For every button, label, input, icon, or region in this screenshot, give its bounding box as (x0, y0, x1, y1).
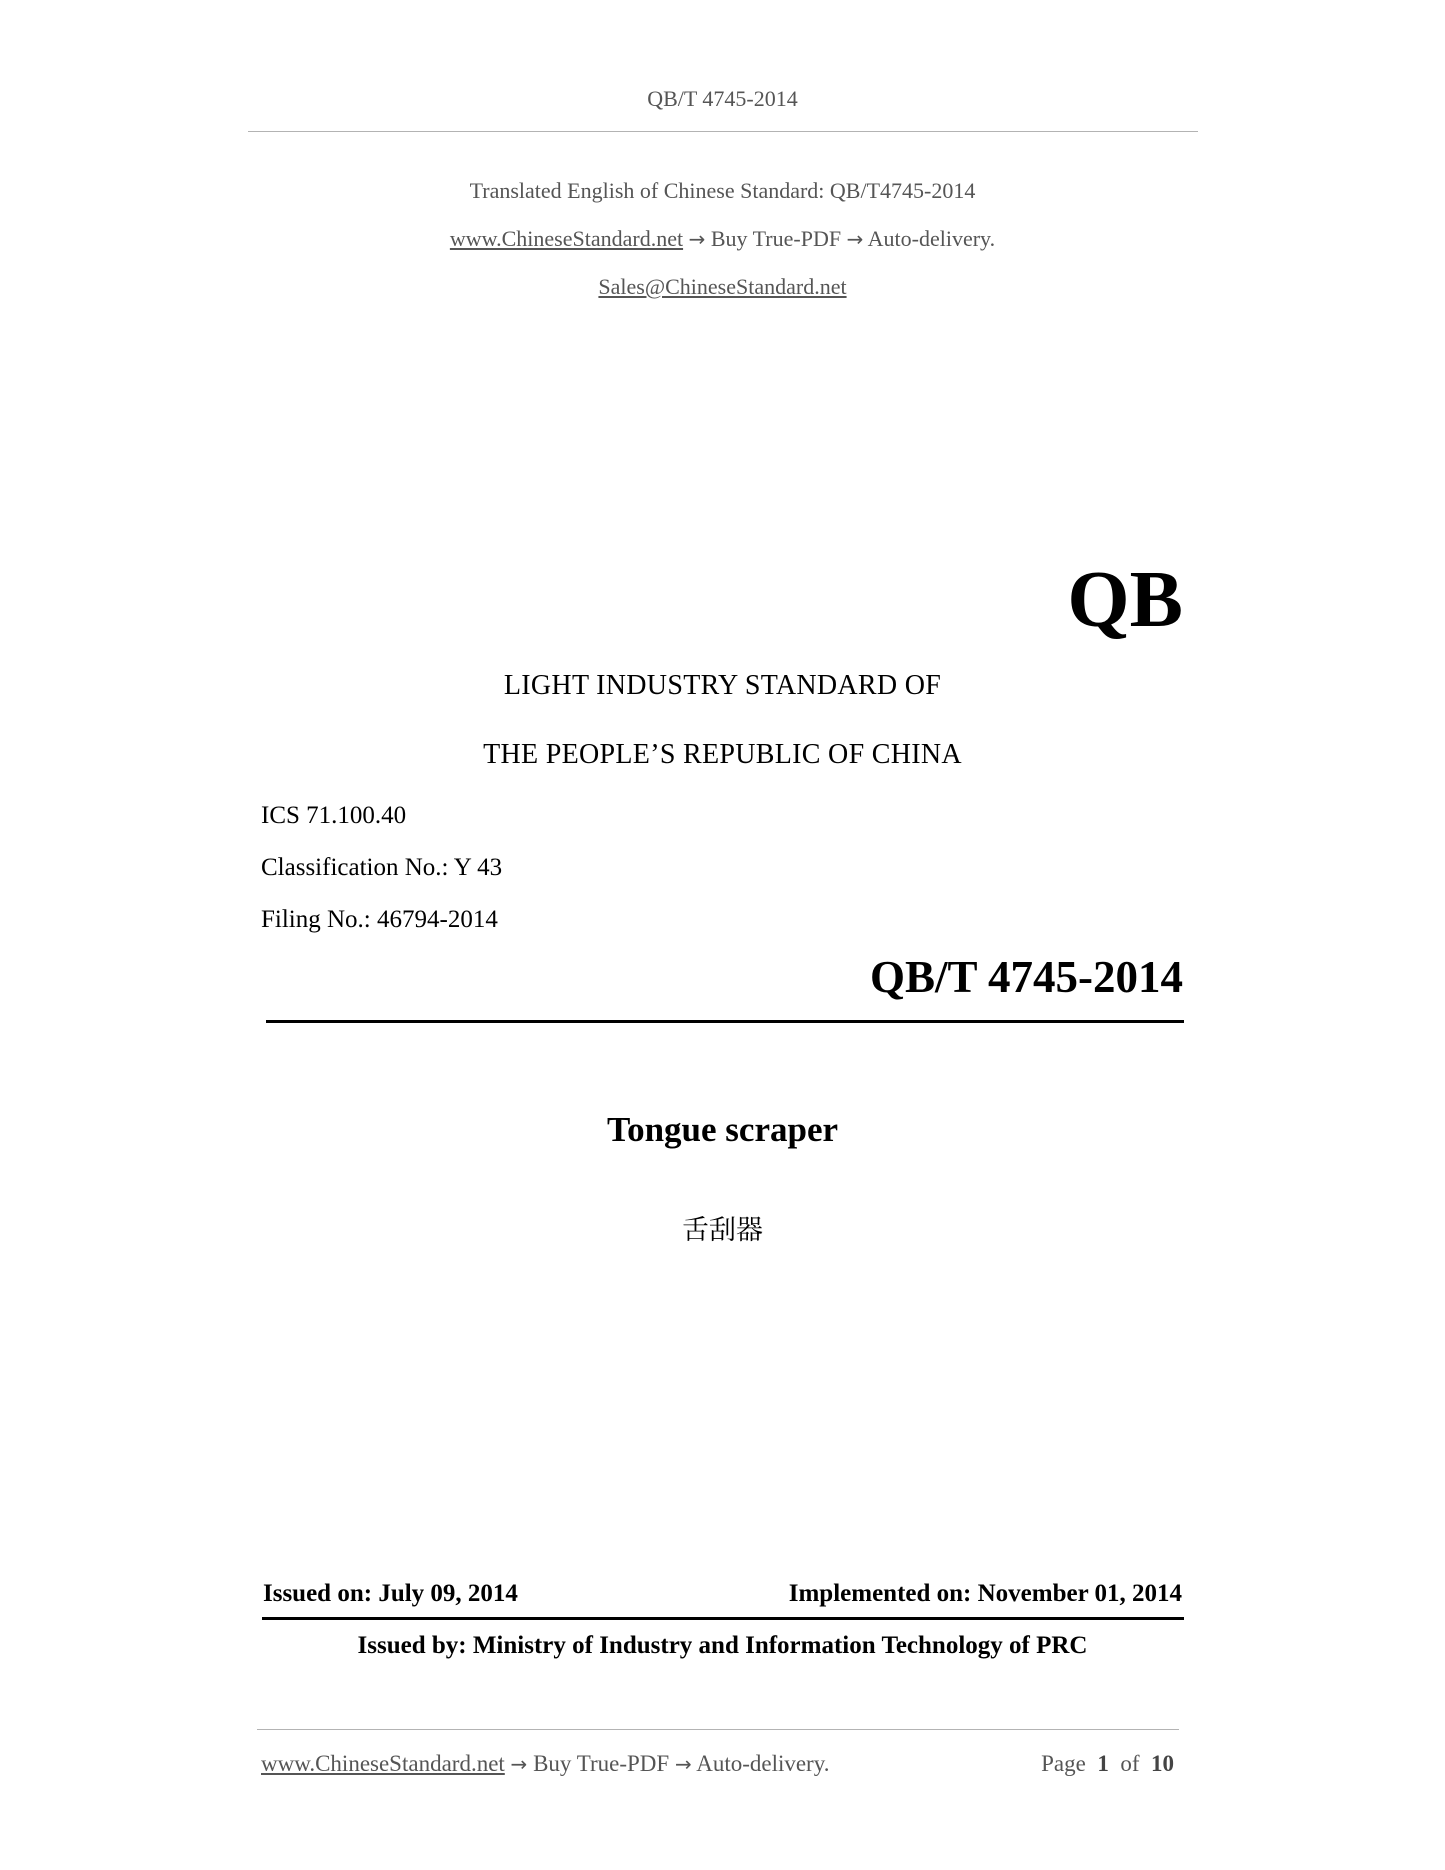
arrow-right-icon: → (510, 1752, 528, 1776)
footer-purchase-line (261, 1751, 829, 1777)
standard-mark: QB (1067, 556, 1183, 644)
arrow-right-icon: → (674, 1752, 692, 1776)
auto-delivery-text: Auto-delivery. (867, 226, 996, 251)
implemented-on-date: Implemented on: November 01, 2014 (788, 1580, 1182, 1607)
classification-number: Classification No.: Y 43 (261, 854, 503, 881)
issued-on-date: Issued on: July 09, 2014 (263, 1580, 518, 1607)
footer-auto-delivery-text: Auto-delivery. (696, 1751, 830, 1776)
translation-notice: Translated English of Chinese Standard: QB/T4745-2014 (469, 178, 976, 203)
email-line (0, 274, 1445, 300)
header-divider (248, 131, 1198, 132)
purchase-line (0, 226, 1445, 252)
standard-number: QB/T 4745-2014 (870, 952, 1183, 1002)
standard-category-line-1: LIGHT INDUSTRY STANDARD OF (503, 670, 942, 701)
filing-number: Filing No.: 46794-2014 (261, 906, 498, 933)
website-link[interactable]: www.ChineseStandard.net (449, 226, 684, 251)
footer-buy-text: Buy True-PDF (533, 1751, 670, 1776)
page-total: 10 (1151, 1751, 1174, 1776)
page-indicator (1041, 1751, 1174, 1777)
issuing-authority: Issued by: Ministry of Industry and Information Technology of PRC (357, 1632, 1088, 1659)
footer-website-link[interactable]: www.ChineseStandard.net (261, 1751, 505, 1776)
page-of-label: of (1120, 1751, 1140, 1776)
page-current: 1 (1097, 1751, 1109, 1776)
page-label: Page (1041, 1751, 1086, 1776)
arrow-right-icon: → (688, 227, 706, 251)
sales-email-link[interactable]: Sales@ChineseStandard.net (598, 274, 847, 299)
title-divider (266, 1020, 1184, 1023)
footer-divider (257, 1729, 1179, 1730)
arrow-right-icon: → (846, 227, 864, 251)
ics-code: ICS 71.100.40 (261, 802, 407, 829)
running-head: QB/T 4745-2014 (647, 86, 798, 111)
buy-true-pdf-text: Buy True-PDF (710, 226, 842, 251)
standard-category-line-2: THE PEOPLE’S REPUBLIC OF CHINA (483, 739, 962, 770)
document-title-chinese: 舌刮器 (682, 1215, 763, 1246)
document-title: Tongue scraper (606, 1110, 839, 1149)
issue-divider (262, 1617, 1184, 1620)
